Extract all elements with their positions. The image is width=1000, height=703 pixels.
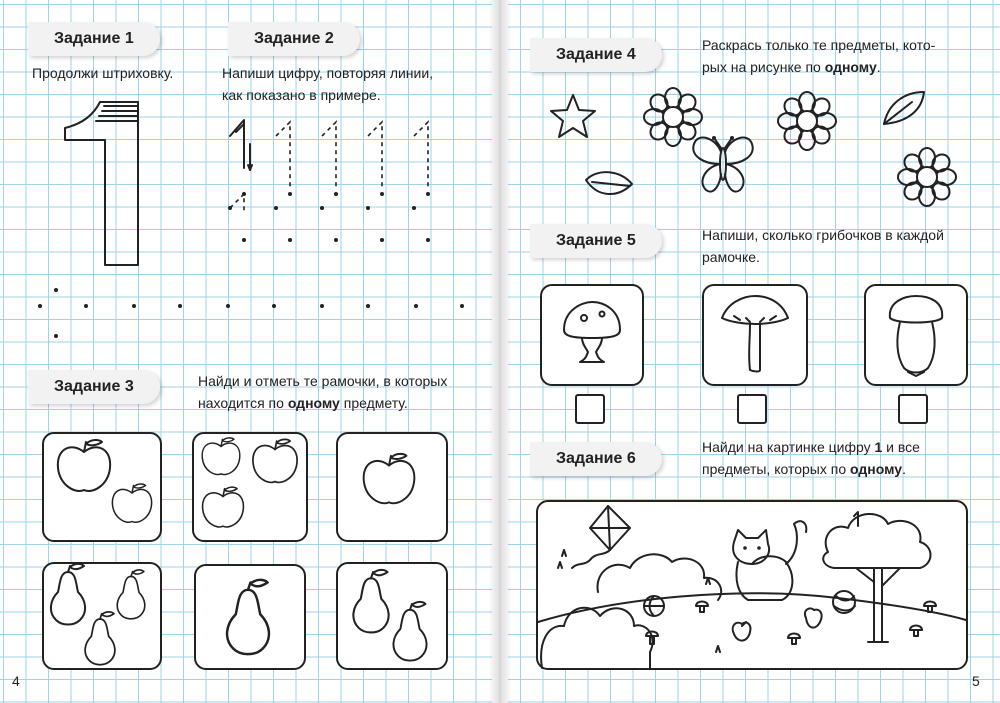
mushroom-icon xyxy=(910,626,922,637)
task-2-instruction xyxy=(222,62,433,106)
task-6-label: Задание 6 xyxy=(530,442,662,476)
butterfly-icon xyxy=(690,134,756,198)
pear-icon xyxy=(388,602,432,662)
bush-icon xyxy=(597,554,721,600)
flower-icon xyxy=(896,146,958,208)
task-5-instruction xyxy=(702,224,944,268)
task-2-line-2: как показано в примере. xyxy=(222,87,381,103)
apple-icon xyxy=(198,484,248,534)
task-5-frame-1 xyxy=(540,284,644,386)
task-3-instruction xyxy=(198,370,447,414)
task-3-frame-3[interactable] xyxy=(336,432,448,542)
apple-icon xyxy=(108,480,156,530)
task-5-frame-3 xyxy=(864,284,968,386)
task-4-line-2: рых на рисунке по одному. xyxy=(702,59,881,75)
task-3-line-1: Найди и отметь те рамочки, в которых xyxy=(198,373,448,389)
task-3-frame-4[interactable] xyxy=(42,562,162,670)
cat-icon xyxy=(733,521,806,600)
leaf-icon xyxy=(584,168,634,200)
task-2-label: Задание 2 xyxy=(228,22,360,56)
tracing-ones xyxy=(222,118,452,248)
apple-icon xyxy=(248,436,302,490)
apple-icon xyxy=(198,436,244,480)
page-number-right: 5 xyxy=(972,673,980,689)
tree-icon xyxy=(823,514,930,642)
task-1-label: Задание 1 xyxy=(28,22,160,56)
star-icon xyxy=(548,92,598,142)
task-4-label: Задание 4 xyxy=(530,38,662,72)
book-gutter xyxy=(488,0,512,703)
task-6-instruction xyxy=(702,436,920,480)
task-5-answer-box-1[interactable] xyxy=(575,394,605,424)
apple-icon xyxy=(358,450,420,512)
task-4-line-1: Раскрась только те предметы, кото- xyxy=(702,37,936,53)
task-3-frame-2[interactable] xyxy=(192,432,308,542)
task-5-line-2: рамочке. xyxy=(702,249,760,265)
task-5-line-1: Напиши, сколько грибочков в каждой xyxy=(702,227,944,243)
task-1-instruction: Продолжи штриховку. xyxy=(32,65,174,81)
right-page xyxy=(508,0,1000,703)
left-page xyxy=(0,0,492,703)
apple-icon xyxy=(52,438,116,498)
task-5-frame-2 xyxy=(702,284,808,386)
mushroom-icon xyxy=(560,300,624,364)
task-5-answer-box-3[interactable] xyxy=(898,394,928,424)
task-6-scene xyxy=(536,500,968,670)
mushroom-icon xyxy=(886,294,946,376)
task-5-answer-box-2[interactable] xyxy=(737,394,767,424)
page-number-left: 4 xyxy=(12,673,20,689)
task-2-line-1: Напиши цифру, повторяя линии, xyxy=(222,65,434,81)
leaf-icon xyxy=(882,90,926,126)
task-4-instruction xyxy=(702,34,935,78)
task-6-line-1: Найди на картинке цифру 1 и все xyxy=(702,439,920,455)
dot-row xyxy=(30,280,470,340)
mushroom-icon xyxy=(720,294,790,374)
flower-icon xyxy=(776,90,838,152)
task-3-frame-1[interactable] xyxy=(42,432,162,542)
task-3-frame-6[interactable] xyxy=(336,562,448,670)
scene-drawing xyxy=(538,502,966,668)
mushroom-icon xyxy=(788,634,800,645)
task-3-label: Задание 3 xyxy=(28,370,160,404)
mushroom-icon xyxy=(696,602,708,613)
kite-icon xyxy=(572,506,630,568)
bird-icon xyxy=(733,622,751,641)
task-5-label: Задание 5 xyxy=(530,224,662,258)
pear-icon xyxy=(220,580,276,656)
task-3-line-2: находится по одному предмету. xyxy=(198,395,408,411)
pear-icon xyxy=(80,612,120,666)
task-6-line-2: предметы, которых по одному. xyxy=(702,461,906,477)
task-3-frame-5[interactable] xyxy=(194,564,306,670)
bird-icon xyxy=(805,608,822,627)
hatched-digit-one xyxy=(60,100,140,270)
